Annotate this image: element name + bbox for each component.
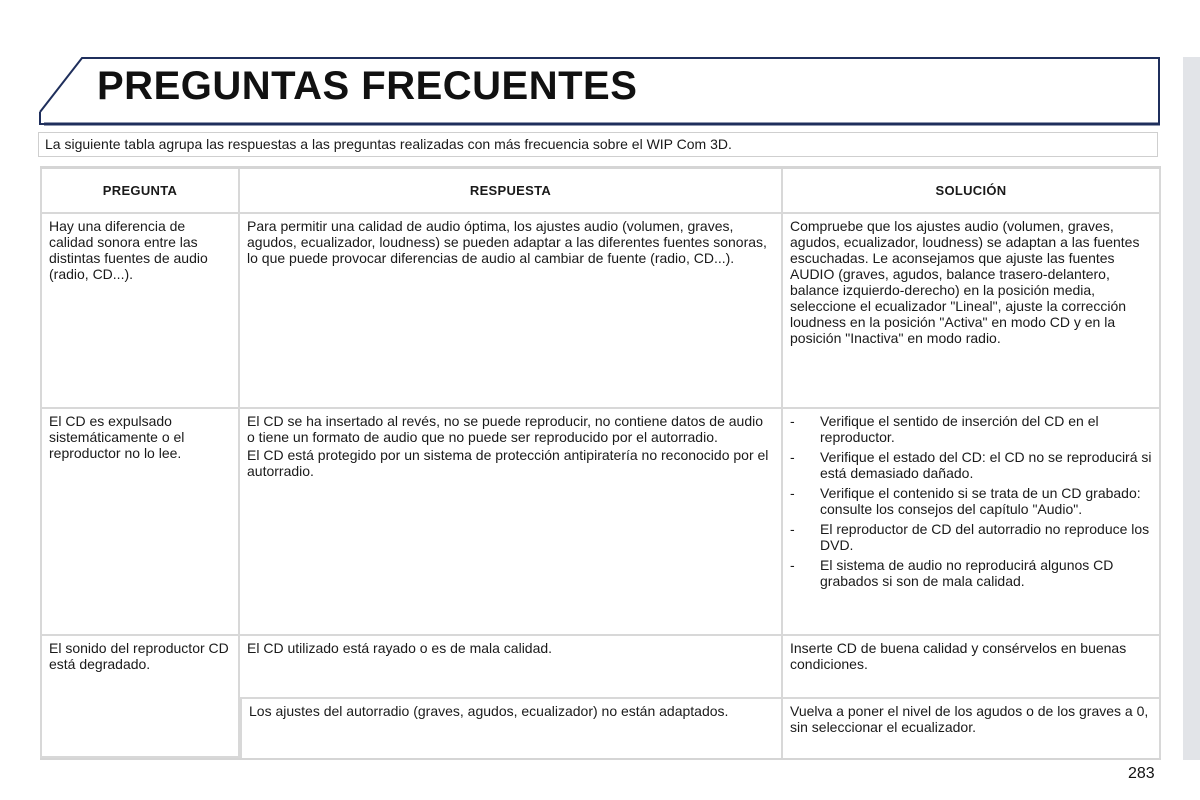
header-question: PREGUNTA <box>40 169 240 214</box>
table-row <box>40 214 1161 409</box>
dash-bullet: - <box>790 557 795 573</box>
answer-cell <box>240 214 783 409</box>
dash-bullet: - <box>790 413 795 429</box>
answer-text: Los ajustes del autorradio (graves, agudos, ecualizador) no están adaptados. <box>249 703 729 719</box>
solution-cell: Vuelva a poner el nivel de los agudos o de los graves a 0, sin seleccionar el ecualizador. <box>783 699 1161 758</box>
header-answer: RESPUESTA <box>240 169 783 214</box>
table-row <box>40 409 1161 636</box>
table-header-row <box>40 169 1161 214</box>
solution-cell: Inserte CD de buena calidad y consérvelos en buenas condiciones. <box>783 636 1161 699</box>
question-cell: Hay una diferencia de calidad sonora entre las distintas fuentes de audio (radio, CD...). <box>40 214 240 409</box>
question-cell: El CD es expulsado sistemáticamente o el reproductor no lo lee. <box>40 409 240 636</box>
solution-item <box>790 557 1152 589</box>
answer-text: El CD se ha insertado al revés, no se puede reproducir, no contiene datos de audio o tiene un formato de audio que no puede ser reproducido por el autorradio. <box>247 413 763 445</box>
dash-bullet: - <box>790 485 795 501</box>
title-banner <box>0 0 1200 130</box>
solution-cell: Compruebe que los ajustes audio (volumen, graves, agudos, ecualizador, loudness) se adaptan a las fuentes escuchadas. Le aconsejamos que ajuste las fuentes AUDIO (graves, agudos, balance trasero-delantero, balance izquierdo-derecho) en la posición media, seleccione el ecualizador "Lineal", ajuste la corrección loudness en la posición "Activa" en modo CD y en la posición "Inactiva" en modo radio. <box>783 214 1161 409</box>
answer-text: El CD está protegido por un sistema de protección antipiratería no reconocido por el autorradio. <box>247 447 769 479</box>
solution-item-text: Verifique el estado del CD: el CD no se reproducirá si está demasiado dañado. <box>820 449 1152 481</box>
answer-cell <box>240 636 783 699</box>
answer-text: Para permitir una calidad de audio óptima, los ajustes audio (volumen, graves, agudos, ecualizador, loudness) se pueden adaptar a las diferentes fuentes sonoras, lo que puede provocar diferencias de audio al cambiar de fuente (radio, CD...). <box>247 218 767 266</box>
answer-text: El CD utilizado está rayado o es de mala calidad. <box>247 640 553 656</box>
side-tab-bar <box>1183 57 1200 760</box>
page-title: PREGUNTAS FRECUENTES <box>97 64 638 108</box>
solution-item <box>790 521 1152 553</box>
faq-table <box>40 166 1161 760</box>
solution-cell <box>783 409 1161 636</box>
solution-item-text: Verifique el sentido de inserción del CD en el reproductor. <box>820 413 1099 445</box>
page-number: 283 <box>1128 765 1155 782</box>
intro-text: La siguiente tabla agrupa las respuestas a las preguntas realizadas con más frecuencia sobre el WIP Com 3D. <box>38 132 1158 157</box>
solution-item-text: El reproductor de CD del autorradio no reproduce los DVD. <box>820 521 1150 553</box>
answer-cell <box>240 699 783 758</box>
solution-item <box>790 449 1152 481</box>
solution-item-text: Verifique el contenido si se trata de un CD grabado: consulte los consejos del capítulo "Audio". <box>820 485 1141 517</box>
dash-bullet: - <box>790 521 795 537</box>
header-solution: SOLUCIÓN <box>783 169 1161 214</box>
solution-item-text: El sistema de audio no reproducirá algunos CD grabados si son de mala calidad. <box>820 557 1114 589</box>
table-row <box>40 636 1161 699</box>
dash-bullet: - <box>790 449 795 465</box>
question-cell: El sonido del reproductor CD está degradado. <box>40 636 240 758</box>
solution-list <box>790 413 1152 589</box>
answer-cell <box>240 409 783 636</box>
solution-item <box>790 413 1152 445</box>
solution-item <box>790 485 1152 517</box>
